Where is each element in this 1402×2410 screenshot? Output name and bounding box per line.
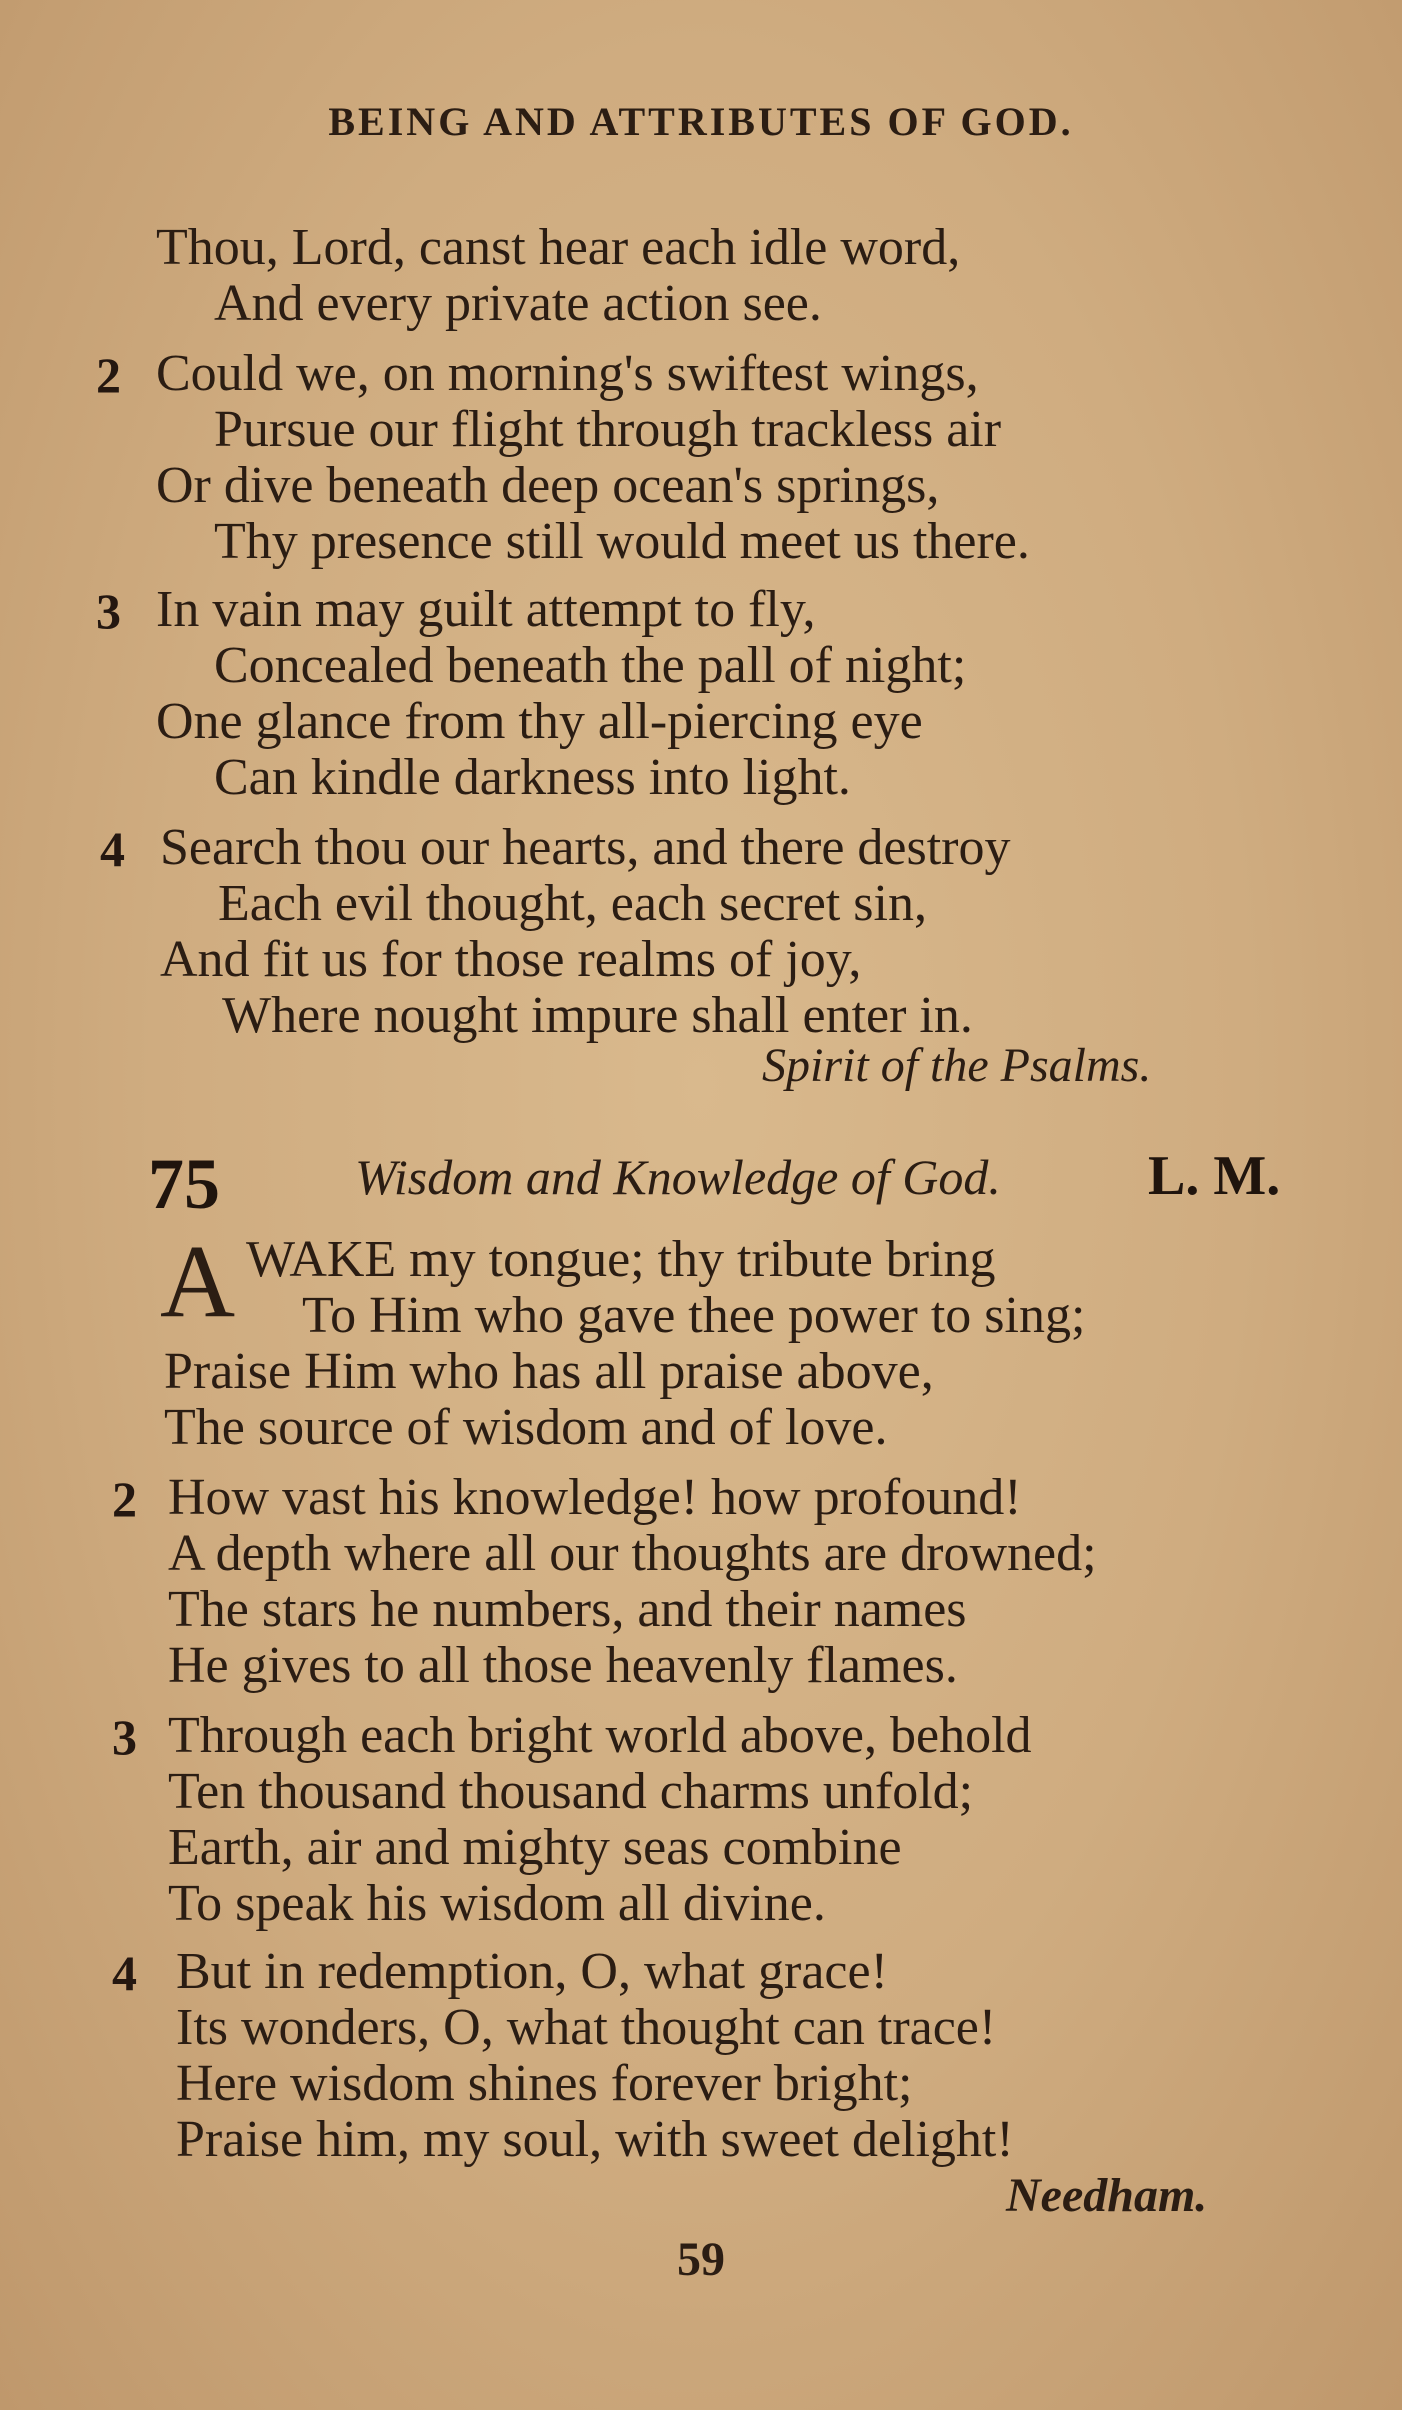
stanza-number: 4 [112,1945,137,2001]
verse-line: Search thou our hearts, and there destroy [160,819,1011,876]
verse-line: But in redemption, O, what grace! [176,1943,888,2000]
verse-line: Each evil thought, each secret sin, [218,875,927,932]
verse-line: To speak his wisdom all divine. [168,1875,826,1932]
verse-line: Ten thousand thousand charms unfold; [168,1763,974,1820]
verse-line: Where nought impure shall enter in. [222,987,973,1044]
hymn-title: Wisdom and Knowledge of God. [355,1149,1001,1205]
stanza-number: 2 [112,1471,137,1527]
verse-line: Earth, air and mighty seas combine [168,1819,902,1876]
running-head: BEING AND ATTRIBUTES OF GOD. [328,99,1074,144]
verse-line: Praise Him who has all praise above, [164,1343,934,1400]
verse-line: Concealed beneath the pall of night; [214,637,967,694]
hymn-meter: L. M. [1148,1145,1281,1207]
verse-line: Thy presence still would meet us there. [214,513,1030,570]
verse-line: The source of wisdom and of love. [164,1399,888,1456]
stanza-number: 3 [112,1709,137,1765]
stanza-number: 2 [96,347,121,403]
hymn-credit: Needham. [1006,2169,1208,2222]
verse-line: Could we, on morning's swiftest wings, [156,345,979,402]
verse-line: To Him who gave thee power to sing; [302,1287,1086,1344]
verse-line: WAKE my tongue; thy tribute bring [246,1231,996,1288]
verse-line: One glance from thy all-piercing eye [156,693,923,750]
stanza-number: 3 [96,583,121,639]
verse-line: Here wisdom shines forever bright; [176,2055,913,2112]
verse-line: Can kindle darkness into light. [214,749,851,806]
verse-line: Through each bright world above, behold [168,1707,1032,1764]
verse-line: How vast his knowledge! how profound! [168,1469,1022,1526]
verse-line: Praise him, my soul, with sweet delight! [176,2111,1014,2168]
verse-line: Thou, Lord, canst hear each idle word, [156,219,961,276]
page-number: 59 [677,2233,725,2286]
verse-line: And every private action see. [214,275,822,332]
verse-line: In vain may guilt attempt to fly, [156,581,816,638]
verse-line: Or dive beneath deep ocean's springs, [156,457,940,514]
verse-line: And fit us for those realms of joy, [160,931,862,988]
verse-line: Its wonders, O, what thought can trace! [176,1999,997,2056]
verse-line: The stars he numbers, and their names [168,1581,967,1638]
verse-line: He gives to all those heavenly flames. [168,1637,958,1694]
hymn-credit: Spirit of the Psalms. [762,1039,1152,1092]
stanza-number: 4 [100,821,125,877]
hymn-number: 75 [148,1144,220,1224]
drop-cap: A [160,1224,236,1339]
verse-line: Pursue our flight through trackless air [214,401,1002,458]
verse-line: A depth where all our thoughts are drowned; [168,1525,1097,1582]
